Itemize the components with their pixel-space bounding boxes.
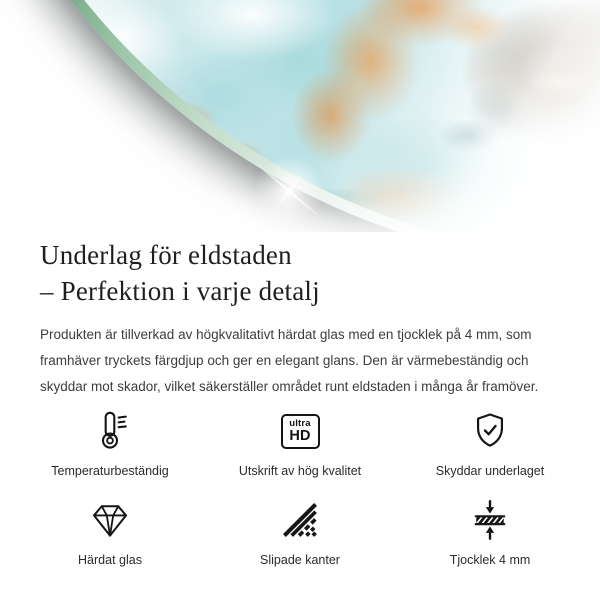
ultra-hd-badge-bottom: HD [289, 428, 311, 444]
feature-label: Utskrift av hög kvalitet [238, 464, 362, 478]
product-info-section [0, 237, 600, 568]
feature-label: Härdat glas [78, 553, 142, 567]
feature-label: Skyddar underlaget [435, 464, 545, 478]
feature-temperature-resistant [15, 407, 205, 479]
ultra-hd-badge-top: ultra [289, 417, 311, 429]
feature-thickness [395, 496, 585, 568]
page-title [40, 237, 560, 309]
feature-label: Tjocklek 4 mm [449, 553, 531, 567]
feature-label: Slipade kanter [260, 553, 340, 567]
ultra-hd-icon [281, 407, 320, 455]
page-title-line1: Underlag för eldstaden [40, 240, 292, 270]
glass-panel-marble-print [0, 0, 600, 232]
product-description: Produkten är tillverkad av högkvalitativt härdat glas med en tjocklek på 4 mm, som framhäver tryckets färgdjup och ger en elegant glans. Den är värmebeständig och skyddar mot skador, vilket säkerställer området runt eldstaden i många år framöver. [40, 327, 539, 394]
feature-protects-surface [395, 407, 585, 479]
feature-tempered-glass [15, 496, 205, 568]
feature-print-quality [205, 407, 395, 479]
diamond-icon [88, 496, 132, 544]
thickness-icon [468, 496, 512, 544]
features-grid [0, 407, 600, 568]
feature-polished-edges [205, 496, 395, 568]
beveled-edges-icon [278, 496, 322, 544]
shield-check-icon [468, 407, 512, 455]
thermometer-icon [87, 407, 133, 455]
page-title-line2: – Perfektion i varje detalj [40, 276, 320, 306]
feature-label: Temperaturbeständig [51, 464, 169, 478]
product-photo-hero [0, 0, 600, 232]
